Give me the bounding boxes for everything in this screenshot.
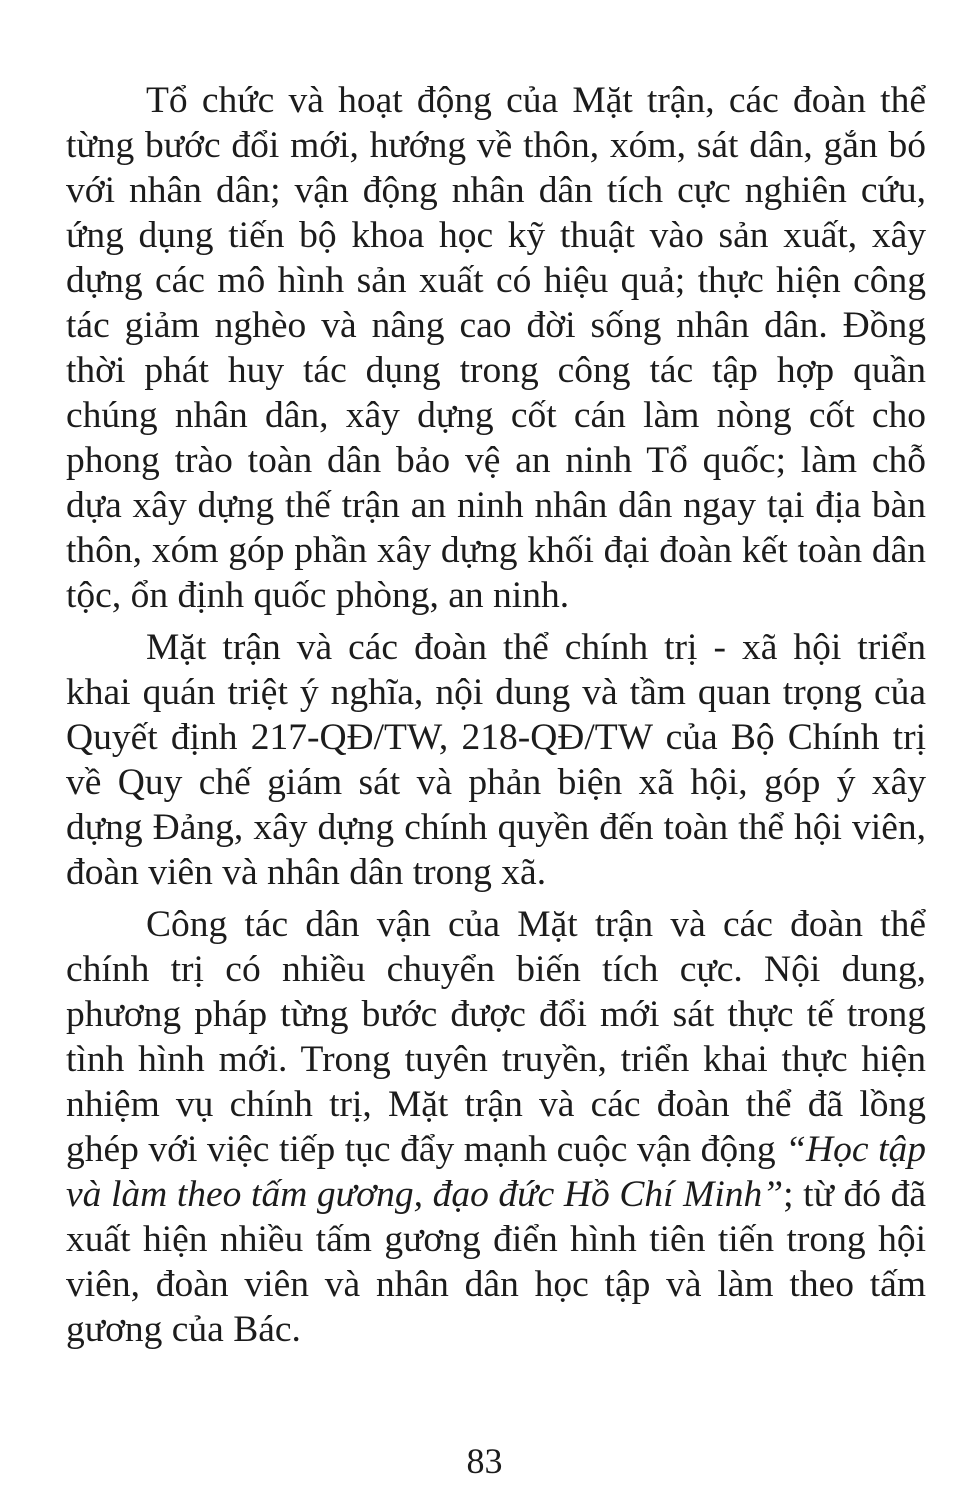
page-number: 83 (466, 1441, 503, 1481)
paragraph-3-text-before: Công tác dân vận của Mặt trận và các đoàn thể chính trị có nhiều chuyển biến tích cực. Nội dung, phương pháp từng bước được đổi mới sát thực tế trong tình hình mới. Trong tuyên truyền, triển khai thực hiện nhiệm vụ chính trị, Mặt trận và các đoàn thể đã lồng ghép với việc tiếp tục đẩy mạnh cuộc vận động (66, 904, 926, 1170)
paragraph-3 (66, 902, 926, 1352)
paragraph-3-text-after: ; từ đó đã xuất hiện nhiều tấm gương điển hình tiên tiến trong hội viên, đoàn viên và nhân dân học tập và làm theo tấm gương của Bác. (66, 1174, 926, 1350)
paragraph-2: Mặt trận và các đoàn thể chính trị - xã hội triển khai quán triệt ý nghĩa, nội dung và tầm quan trọng của Quyết định 217-QĐ/TW, 218-QĐ/TW của Bộ Chính trị về Quy chế giám sát và phản biện xã hội, góp ý xây dựng Đảng, xây dựng chính quyền đến toàn thể hội viên, đoàn viên và nhân dân trong xã. (66, 627, 926, 893)
paragraph-1: Tổ chức và hoạt động của Mặt trận, các đoàn thể từng bước đổi mới, hướng về thôn, xóm, sát dân, gắn bó với nhân dân; vận động nhân dân tích cực nghiên cứu, ứng dụng tiến bộ khoa học kỹ thuật vào sản xuất, xây dựng các mô hình sản xuất có hiệu quả; thực hiện công tác giảm nghèo và nâng cao đời sống nhân dân. Đồng thời phát huy tác dụng trong công tác tập hợp quần chúng nhân dân, xây dựng cốt cán làm nòng cốt cho phong trào toàn dân bảo vệ an ninh Tổ quốc; làm chỗ dựa xây dựng thế trận an ninh nhân dân ngay tại địa bàn thôn, xóm góp phần xây dựng khối đại đoàn kết toàn dân tộc, ổn định quốc phòng, an ninh. (66, 80, 926, 616)
document-page (66, 78, 926, 1359)
paragraph-3-quote: “Học tập và làm theo tấm gương, đạo đức Hồ Chí Minh” (66, 1129, 926, 1215)
